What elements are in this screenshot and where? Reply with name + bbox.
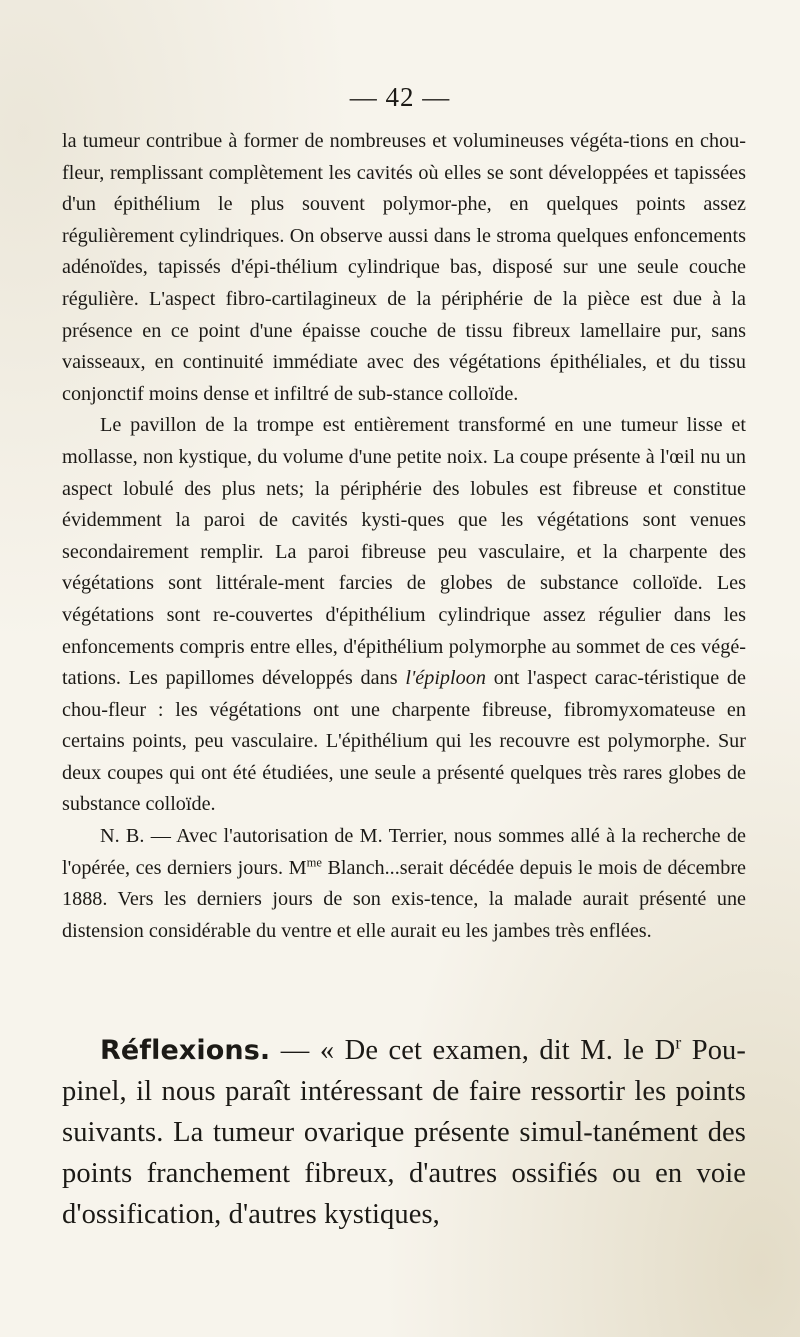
page-number: — 42 — [349, 82, 451, 112]
body-text [62, 126, 746, 947]
paragraph-2 [62, 410, 746, 821]
madame-superscript: me [306, 854, 322, 869]
reflexions-heading: Réflexions. [100, 1035, 271, 1066]
paragraph-2-text-start: Le pavillon de la trompe est entièrement transformé en une tumeur lisse et mollasse, non kystique, du volume d'une petite noix. La coupe présente à l'œil nu un aspect lobulé des plus nets; la périphérie des lobules est fibreuse et constitue évidemment la paroi de cavités kysti-ques que les végétations sont venues secondairement remplir. La paroi fibreuse peu vasculaire, et la charpente des végétations sont littérale-ment farcies de globes de substance colloïde. Les végétations sont re-couvertes d'épithélium cylindrique assez régulier dans les enfoncements compris entre elles, d'épithélium polymorphe au sommet de ces végé-tations. Les papillomes développés dans [62, 414, 746, 690]
reflexions-text-start: — « De cet examen, dit M. le D [270, 1035, 676, 1066]
paragraph-2-text-end: ont l'aspect carac-téristique de chou-fleur : les végétations ont une charpente fibreuse, fibromyxomateuse en certains points, peu vasculaire. L'épithélium qui les recouvre est polymorphe. Sur deux coupes qui ont été étudiées, une seule a présenté quelques très rares globes de substance colloïde. [62, 667, 746, 816]
paragraph-nb [62, 821, 746, 947]
epiploon-italic: l'épiploon [405, 667, 486, 690]
reflexions-text-end: Pou-pinel, il nous paraît intéressant de faire ressortir les points suivants. La tumeur ovarique présente simul-tanément des points franchement fibreux, d'autres ossifiés ou en voie d'ossification, d'autres kystiques, [62, 1035, 747, 1230]
reflexions-paragraph [62, 1030, 746, 1235]
docteur-superscript: r [675, 1032, 682, 1053]
reflexions-section [62, 1030, 746, 1235]
paragraph-1: la tumeur contribue à former de nombreuses et volumineuses végéta-tions en chou-fleur, remplissant complètement les cavités où elles se sont développées et tapissées d'un épithélium le plus souvent polymor-phe, en quelques points assez régulièrement cylindriques. On observe aussi dans le stroma quelques enfoncements adénoïdes, tapissés d'épi-thélium cylindrique bas, disposé sur une seule couche régulière. L'aspect fibro-cartilagineux de la périphérie de la pièce est due à la présence en ce point d'une épaisse couche de tissu fibreux lamellaire pur, sans vaisseaux, en continuité immédiate avec des végétations épithéliales, et du tissu conjonctif moins dense et infiltré de sub-stance colloïde. [62, 130, 746, 405]
paragraph-nb-text-end: Blanch...serait décédée depuis le mois de décembre 1888. Vers les derniers jours de son exis-tence, la malade aurait présenté une distension considérable du ventre et elle aurait eu les jambes très enflées. [62, 856, 747, 942]
paragraph-nb-text-start: N. B. — Avec l'autorisation de M. Terrier, nous sommes allé à la recherche de l'opérée, ces derniers jours. M [62, 825, 746, 879]
